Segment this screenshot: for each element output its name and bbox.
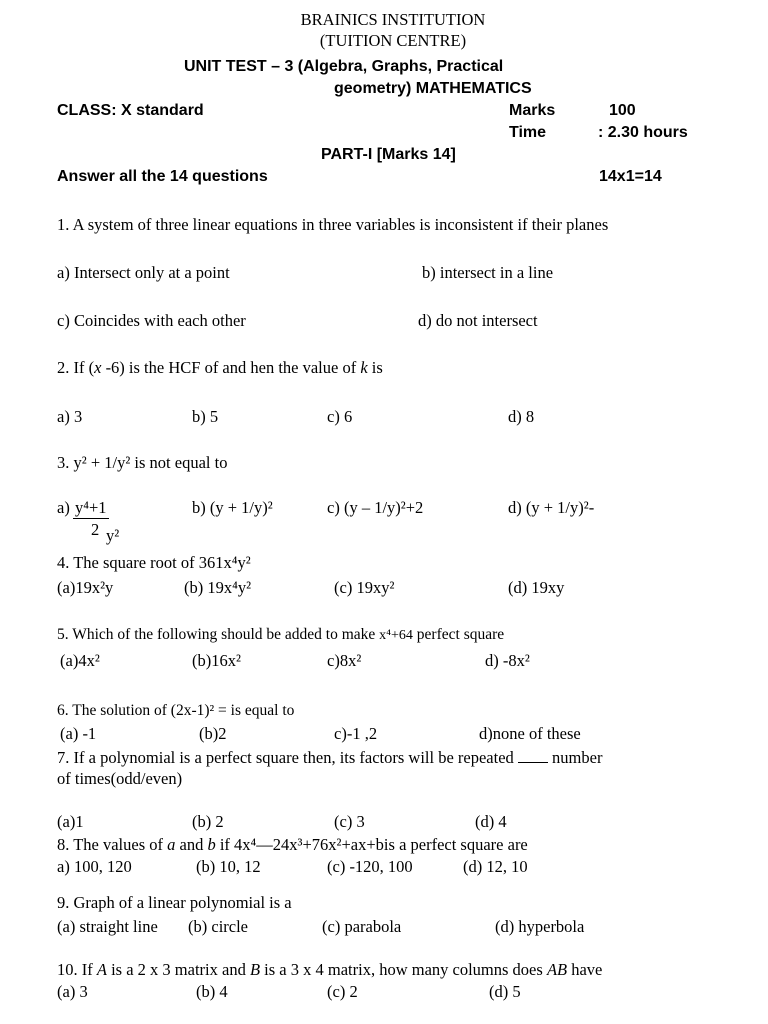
- question-2-option-a: a) 3: [57, 407, 83, 426]
- question-7-text: 7. If a polynomial is a perfect square then, its factors will be repeated number: [57, 748, 603, 767]
- question-2-text: 2. If (x -6) is the HCF of and hen the value of k is: [57, 358, 383, 377]
- question-5-option-b: (b)16x²: [192, 651, 241, 670]
- marks-value: 100: [609, 102, 636, 119]
- question-3-option-a-numerator: y⁴+1: [75, 498, 107, 517]
- question-8-option-d: (d) 12, 10: [463, 857, 528, 876]
- question-2-option-b: b) 5: [192, 407, 219, 426]
- question-6-option-a: (a) -1: [60, 724, 97, 743]
- question-3-option-b: b) (y + 1/y)²: [192, 498, 273, 517]
- question-3-option-d: d) (y + 1/y)²-: [508, 498, 595, 517]
- question-10-option-d: (d) 5: [489, 982, 521, 1001]
- question-5-option-d: d) -8x²: [485, 651, 530, 670]
- question-1-option-b: b) intersect in a line: [422, 263, 554, 282]
- question-6-option-c: c)-1 ,2: [334, 724, 378, 743]
- question-9-option-c: (c) parabola: [322, 917, 402, 936]
- time-value: : 2.30 hours: [598, 124, 688, 141]
- question-7-option-a: (a)1: [57, 812, 84, 831]
- question-9-text: 9. Graph of a linear polynomial is a: [57, 893, 292, 912]
- marks-label: Marks: [509, 102, 556, 119]
- question-4-option-b: (b) 19x⁴y²: [184, 578, 252, 597]
- question-10-option-b: (b) 4: [196, 982, 228, 1001]
- question-7-option-b: (b) 2: [192, 812, 224, 831]
- question-3-text: 3. y² + 1/y² is not equal to: [57, 453, 228, 472]
- question-8-option-a: a) 100, 120: [57, 857, 132, 876]
- question-9-option-b: (b) circle: [188, 917, 248, 936]
- question-4-option-a: (a)19x²y: [57, 578, 114, 597]
- question-10-option-c: (c) 2: [327, 982, 358, 1001]
- question-6-text: 6. The solution of (2x-1)² = is equal to: [57, 702, 295, 719]
- instruction: Answer all the 14 questions: [57, 168, 268, 185]
- question-5-option-c: c)8x²: [327, 651, 362, 670]
- time-label: Time: [509, 124, 547, 141]
- question-10-option-a: (a) 3: [57, 982, 88, 1001]
- question-9-option-d: (d) hyperbola: [495, 917, 585, 936]
- question-7-text-line2: of times(odd/even): [57, 769, 183, 788]
- question-5-text: 5. Which of the following should be added to make x⁴+64 perfect square: [57, 626, 505, 643]
- question-8-option-c: (c) -120, 100: [327, 857, 413, 876]
- question-2-option-c: c) 6: [327, 407, 353, 426]
- part-label: PART-I [Marks 14]: [321, 146, 456, 163]
- question-6-option-d: d)none of these: [479, 724, 581, 743]
- question-1-option-d: d) do not intersect: [418, 311, 538, 330]
- institution-name: BRAINICS INSTITUTION: [300, 10, 486, 29]
- question-4-option-d: (d) 19xy: [508, 578, 565, 597]
- question-1-text: 1. A system of three linear equations in three variables is inconsistent if their planes: [57, 215, 609, 234]
- question-8-option-b: (b) 10, 12: [196, 857, 261, 876]
- question-8-text: 8. The values of a and b if 4x⁴—24x³+76x²+ax+bis a perfect square are: [57, 835, 528, 854]
- question-7-option-d: (d) 4: [475, 812, 507, 831]
- question-10-text: 10. If A is a 2 x 3 matrix and B is a 3 x 4 matrix, how many columns does AB have: [57, 960, 603, 979]
- test-title-line2: geometry) MATHEMATICS: [334, 80, 532, 97]
- question-1-option-a: a) Intersect only at a point: [57, 263, 230, 282]
- answer-blank: [518, 748, 548, 763]
- centre-name: (TUITION CENTRE): [319, 31, 467, 50]
- question-3-option-a-prefix: a): [57, 498, 70, 517]
- question-7-option-c: (c) 3: [334, 812, 365, 831]
- question-5-option-a: (a)4x²: [60, 651, 100, 670]
- question-2-option-d: d) 8: [508, 407, 535, 426]
- question-9-option-a: (a) straight line: [57, 917, 158, 936]
- class-label: CLASS: X standard: [57, 102, 204, 119]
- test-title-line1: UNIT TEST – 3 (Algebra, Graphs, Practical: [184, 58, 504, 75]
- question-3-option-c: c) (y – 1/y)²+2: [327, 498, 424, 517]
- question-4-text: 4. The square root of 361x⁴y²: [57, 553, 251, 572]
- scoring: 14x1=14: [599, 168, 662, 185]
- question-3-option-a-denominator-variable: y²: [106, 526, 120, 545]
- question-4-option-c: (c) 19xy²: [334, 578, 395, 597]
- question-6-option-b: (b)2: [199, 724, 227, 743]
- question-3-option-a-denominator-number: 2: [91, 520, 100, 539]
- question-1-option-c: c) Coincides with each other: [57, 311, 246, 330]
